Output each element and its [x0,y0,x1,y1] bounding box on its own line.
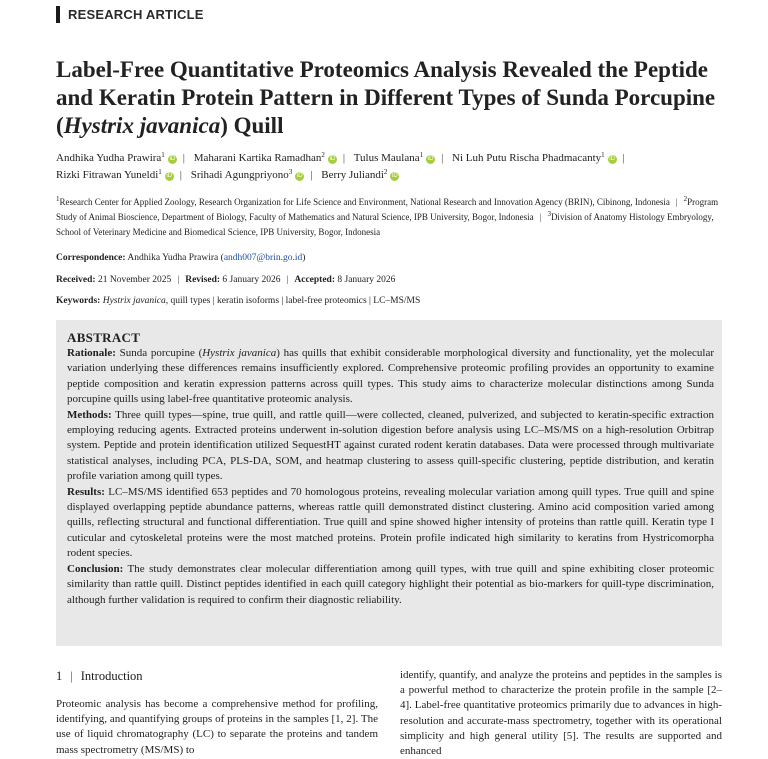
author[interactable]: Maharani Kartika Ramadhan$^2$ [193,151,325,164]
affiliation-1: Research Center for Applied Zoology, Research Organization for Life Science and Environment, National Research and Innovation Agency (BRIN), Cibinong, Indonesia [59,197,670,207]
orcid-icon[interactable]: iD [169,156,176,162]
article-dates: Received: 21 November 2025 | Revised: 6 January 2026 | Accepted: 8 January 2026 [56,275,396,285]
affiliations: $^1$Research Center for Applied Zoology, Research Organization for Life Science and Environment, National Research and Innovation Agency (BRIN), Cibinong, Indonesia | $^2$Program Study of Animal Bioscience, Department of Biology, Faculty of Mathematics and Natural Science, IPB University, Bogor, Indonesia | $^3$Division of Anatomy Histology Embryology, School of Veterinary Medicine and Biomedical Science, IPB University, Bogor, Indonesia [56,195,719,237]
article-type-tag [56,6,204,23]
intro-right-column: identify, quantify, and analyze the proteins and peptides in the samples is a powerful method to characterize the protein profile in the sample [2–4]. Label-free quantitative proteomics primarily due to advances in high-resolution and accurate-mass spectrometry, together with its operational simplicity and high general utility [5]. The results are supported and enhanced [400,669,722,758]
author-list [56,150,736,184]
orcid-icon[interactable]: iD [427,156,434,162]
email-link[interactable]: andh007@brin.go.id [223,253,303,263]
author[interactable]: Srihadi Agungpriyono$^3$ [190,168,293,181]
orcid-icon[interactable]: iD [296,173,303,179]
affiliation-2: Program Study of Animal Bioscience, Department of Biology, Faculty of Mathematics and Natural Science, IPB University, Bogor, Indonesia [56,197,719,222]
abstract-box [56,320,722,646]
author-separator: | [182,152,185,164]
author-separator: | [310,169,313,181]
correspondence: Correspondence: Andhika Yudha Prawira (andh007@brin.go.id) [56,253,306,263]
author-separator: | [441,152,444,164]
orcid-icon[interactable]: iD [392,173,398,179]
affiliation-3: Division of Anatomy Histology Embryology, School of Veterinary Medicine and Biomedical Science, IPB University, Bogor, Indonesia [56,212,714,237]
revised-date: 6 January 2026 [222,275,281,285]
keywords: Keywords: Hystrix javanica, quill types | keratin isoforms | label-free proteomics | LC–MS/MS [56,296,421,306]
author-separator: | [179,169,182,181]
author[interactable]: Rizki Fitrawan Yuneldi$^1$ [56,168,162,181]
affiliation-separator: | [539,212,542,222]
abstract-conclusion: Conclusion: The study demonstrates clear molecular differentiation among quill types, with true quill and spine exhibiting closer proteomic similarity than rattle quill. Distinct peptides identified in each quill category highlight their potential as bio-markers for quill-type discrimination, although further validation is required to confirm their diagnostic reliability. [67,562,714,606]
author-separator: | [342,152,346,164]
intro-left-column: Proteomic analysis has become a comprehensive method for profiling, identifying, and quantifying groups of proteins in the samples [1, 2]. The use of liquid chromatography (LC) to separate the proteins and tandem mass spectrometry (MS/MS) to [56,698,378,756]
title-species-italic: Hystrix javanica [63,113,221,138]
author[interactable]: Tulus Maulana$^1$ [353,151,424,164]
author[interactable]: Andhika Yudha Prawira$^1$ [56,151,165,164]
author-separator: | [622,152,625,164]
title-text-1: Label-Free Quantitative Proteomics Analysis Revealed the Peptide and Keratin Protein Pattern in Different Types of Sunda Porcupine ( [56,57,716,138]
author[interactable]: Ni Luh Putu Rischa Phadmacanty$^1$ [452,151,605,164]
abstract-results: Results: LC–MS/MS identified 653 peptides and 70 homologous proteins, revealing molecular variation among quill types. True quill and spine displayed overlapping peptide abundance patterns, whereas rattle quill demonstrated distinct clustering. Amino acid composition varied among quills, reflecting structural and functional differentiation. True quill and spine showed higher intensity of proteins than rattle quill. Keratin type I cuticular and cytoskeletal proteins were the most matched proteins. Protein profile indicated high similarity to keratins from Hystricomorpha rodent species. [67,485,714,560]
orcid-icon[interactable]: iD [609,156,615,162]
tag-bar [56,6,60,23]
affiliation-separator: | [675,197,678,207]
orcid-icon[interactable]: iD [166,173,173,179]
abstract-heading: ABSTRACT [67,330,141,345]
title-text-2: ) Quill [220,113,284,138]
accepted-date: 8 January 2026 [337,275,396,285]
article-title [56,56,736,140]
abstract-rationale: Rationale: Sunda porcupine (Hystrix javanica) has quills that exhibit considerable morphological diversity and functionality, yet the molecular variation underlying these differences remains insufficiently explored. Comprehensive proteomic profiling provides an opportunity to examine peptide composition and keratin expression patterns across quill types. This study aims to characterize molecular distinctions among Sunda porcupine quills using label-free quantitative proteomic analysis. [67,347,714,406]
received-date: 21 November 2025 [97,275,172,285]
orcid-icon[interactable]: iD [329,156,336,162]
section-heading-introduction: 1 | Introduction [56,669,143,683]
author[interactable]: Berry Juliandi$^2$ [321,168,388,181]
abstract-methods: Methods: Three quill types—spine, true quill, and rattle quill—were collected, cleaned, pulverized, and subjected to keratin-specific extraction employing reducing agents. Extracted proteins underwent in-solution digestion before analysis using LC–MS/MS on a high-resolution Orbitrap system. Peptide and protein identification utilized SequestHT against curated rodent keratin databases. Data were processed through multivariate statistical analyses, including PCA, PLS-DA, SOM, and heatmap clustering to assess quill-specific clustering, peptide distribution, and keratin profile variation among quill types. [67,408,714,483]
article-type-label: RESEARCH ARTICLE [68,7,204,22]
